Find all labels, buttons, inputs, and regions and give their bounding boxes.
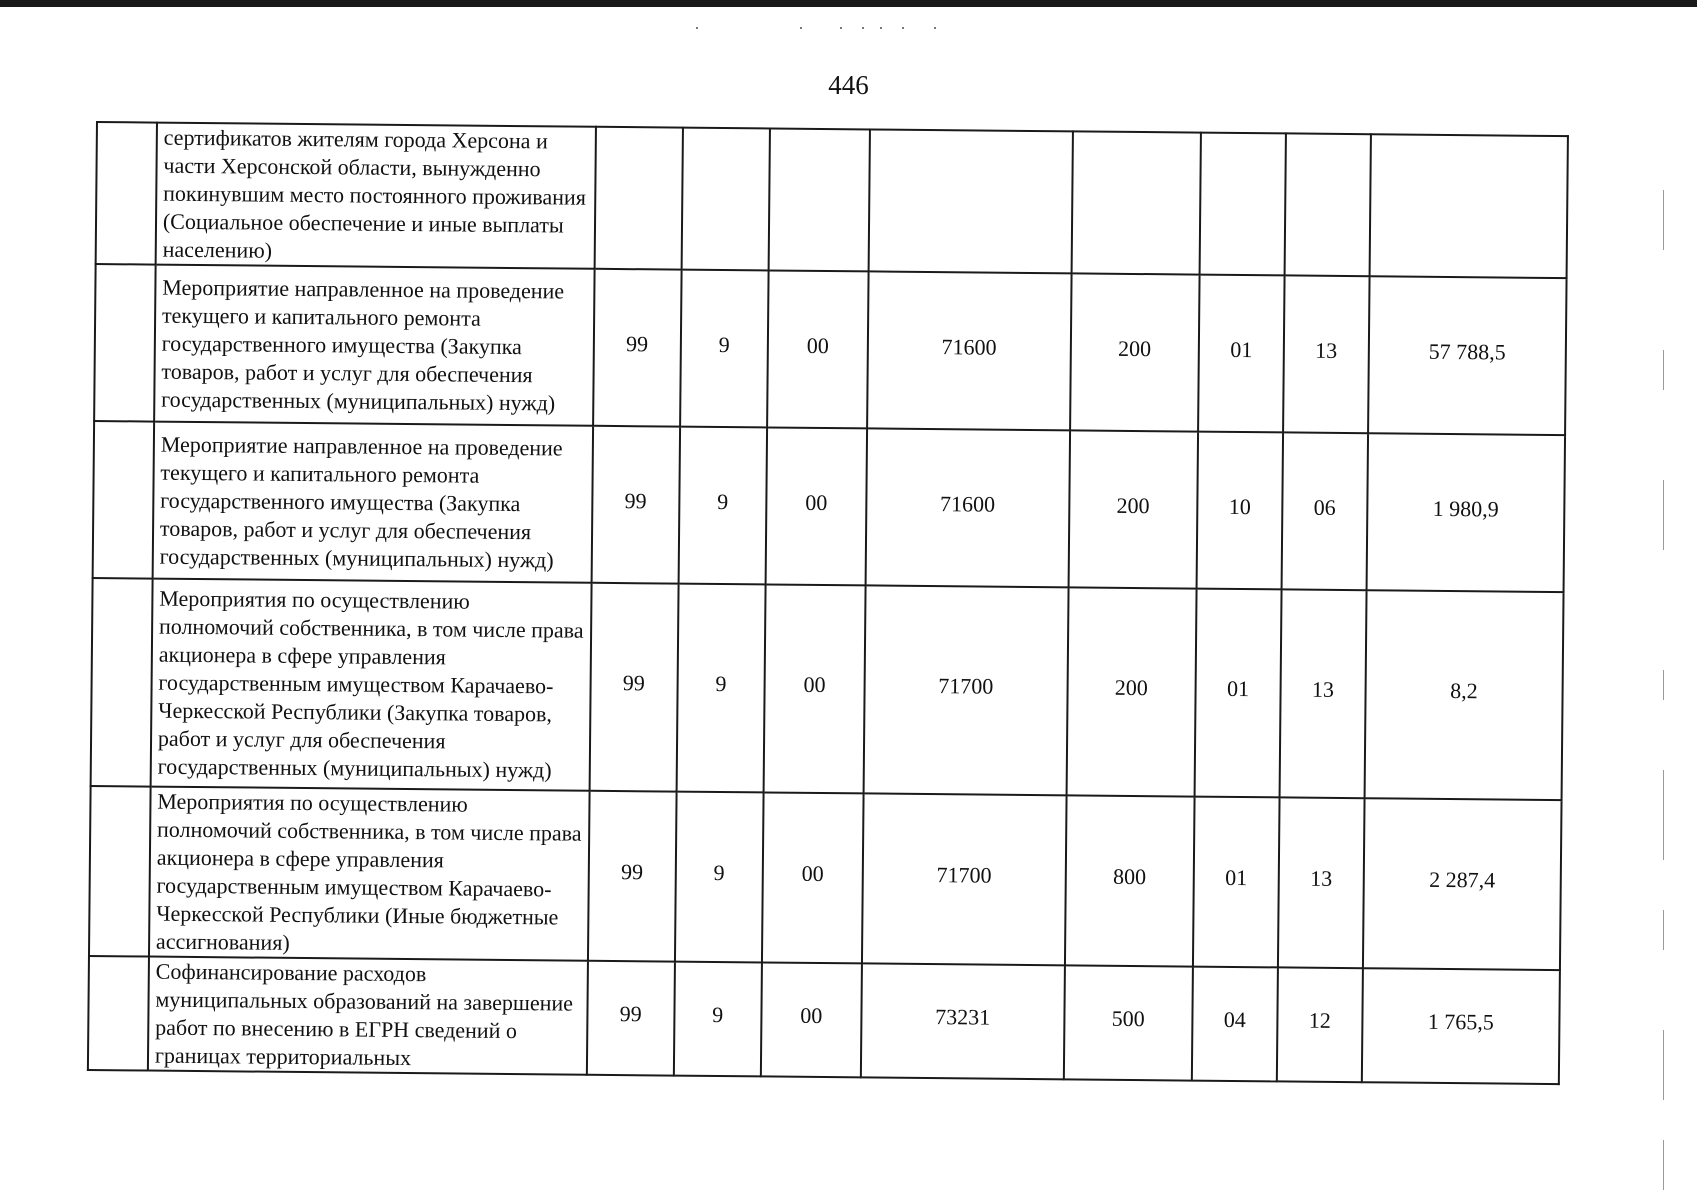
amount-cell: 2 287,4 bbox=[1363, 798, 1562, 970]
code-cell: 01 bbox=[1195, 589, 1282, 798]
table-row bbox=[96, 122, 1568, 278]
code-cell: 12 bbox=[1277, 967, 1363, 1082]
code-cell: 9 bbox=[680, 270, 769, 428]
code-cell bbox=[594, 127, 682, 270]
code-cell: 01 bbox=[1193, 797, 1280, 968]
code-cell: 01 bbox=[1198, 275, 1284, 433]
row-description: сертификатов жителям города Херсона и части Херсонской области, вынужденно покинувшим место постоянного проживания (Социальное обеспечение и иные выплаты населению) bbox=[155, 123, 595, 269]
amount-cell: 8,2 bbox=[1364, 590, 1563, 800]
table-row bbox=[89, 786, 1562, 970]
code-cell: 00 bbox=[761, 962, 862, 1077]
budget-table-container bbox=[87, 121, 1569, 1085]
code-cell: 00 bbox=[765, 427, 867, 585]
code-cell bbox=[1284, 133, 1370, 276]
amount-cell: 1 765,5 bbox=[1362, 968, 1560, 1084]
row-index-cell bbox=[93, 421, 154, 579]
code-cell: 00 bbox=[763, 584, 865, 793]
row-description: Мероприятие направленное на проведение текущего и капитального ремонта государственного имущества (Закупка товаров, работ и услуг для обеспечения государственных (муниципальных) нужд) bbox=[154, 265, 594, 426]
code-cell: 9 bbox=[678, 427, 767, 585]
code-cell: 73231 bbox=[861, 963, 1065, 1079]
code-cell: 13 bbox=[1279, 589, 1366, 798]
amount-cell: 1 980,9 bbox=[1366, 433, 1565, 592]
code-cell: 9 bbox=[675, 792, 764, 963]
row-index-cell bbox=[89, 786, 151, 957]
code-cell: 00 bbox=[767, 270, 869, 428]
code-cell bbox=[681, 128, 769, 271]
row-description: Мероприятия по осуществлению полномочий собственника, в том числе права акционера в сфере управления государственным имуществом Карачаево-Черкесской Республики (Закупка товаров, работ и услуг для обеспечения государственных (муниципальных) нужд) bbox=[150, 579, 591, 791]
code-cell: 13 bbox=[1278, 797, 1365, 968]
code-cell: 800 bbox=[1064, 795, 1194, 966]
page-number: 446 bbox=[828, 70, 869, 100]
code-cell: 200 bbox=[1070, 273, 1200, 431]
code-cell: 13 bbox=[1283, 275, 1369, 433]
code-cell bbox=[1071, 131, 1201, 274]
code-cell: 10 bbox=[1197, 432, 1283, 590]
code-cell: 200 bbox=[1068, 430, 1198, 588]
row-index-cell bbox=[94, 264, 155, 422]
code-cell bbox=[1200, 133, 1286, 276]
scan-noise bbox=[690, 24, 950, 34]
code-cell: 99 bbox=[593, 269, 682, 427]
code-cell: 71700 bbox=[864, 585, 1069, 795]
code-cell: 9 bbox=[674, 962, 762, 1077]
code-cell: 71700 bbox=[862, 793, 1066, 965]
code-cell: 500 bbox=[1063, 965, 1193, 1080]
code-cell bbox=[768, 128, 870, 271]
budget-table bbox=[87, 121, 1569, 1085]
amount-cell: 57 788,5 bbox=[1368, 276, 1567, 435]
table-row bbox=[93, 421, 1565, 592]
row-index-cell bbox=[88, 956, 149, 1071]
code-cell: 04 bbox=[1192, 967, 1278, 1082]
code-cell: 99 bbox=[588, 791, 677, 962]
code-cell: 99 bbox=[591, 426, 680, 584]
scan-top-edge bbox=[0, 0, 1697, 7]
row-description: Софинансирование расходов муниципальных образований на завершение работ по внесению в ЕГРН сведений о границах территориальных bbox=[148, 957, 588, 1075]
code-cell: 200 bbox=[1066, 587, 1196, 796]
code-cell: 00 bbox=[762, 792, 864, 963]
code-cell: 99 bbox=[589, 583, 678, 792]
table-row bbox=[91, 578, 1564, 800]
row-index-cell bbox=[96, 122, 157, 265]
table-row bbox=[88, 956, 1560, 1084]
amount-cell bbox=[1369, 134, 1568, 278]
table-row bbox=[94, 264, 1566, 435]
code-cell: 99 bbox=[587, 961, 675, 1076]
code-cell: 71600 bbox=[867, 271, 1071, 430]
row-description: Мероприятия по осуществлению полномочий собственника, в том числе права акционера в сфере управления государственным имуществом Карачаево-Черкесской Республики (Иные бюджетные ассигнования) bbox=[149, 787, 589, 961]
row-index-cell bbox=[91, 578, 153, 787]
row-description: Мероприятие направленное на проведение текущего и капитального ремонта государственного имущества (Закупка товаров, работ и услуг для обеспечения государственных (муниципальных) нужд) bbox=[152, 422, 592, 583]
scan-edge-marks bbox=[1662, 150, 1666, 1200]
code-cell: 71600 bbox=[866, 428, 1070, 587]
code-cell bbox=[869, 129, 1073, 273]
code-cell: 06 bbox=[1281, 432, 1367, 590]
code-cell: 9 bbox=[676, 584, 765, 793]
